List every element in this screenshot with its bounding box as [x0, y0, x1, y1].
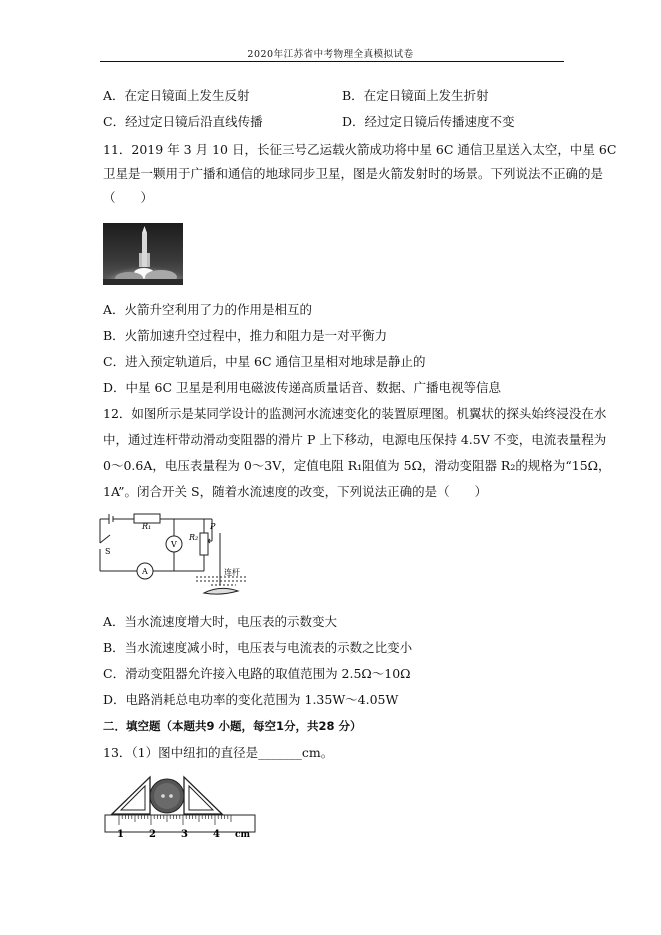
ammeter-label: A: [142, 567, 148, 576]
q12-stem-line-3: 0～0.6A，电压表量程为 0～3V，定值电阻 R₁阻值为 5Ω，滑动变阻器 R₂的规格为“15Ω，: [103, 458, 611, 473]
section-title: 二．填空题（本题共9 小题，每空1分，共28 分）: [103, 719, 362, 733]
q11-stem-line-1: 11．2019 年 3 月 10 日，长征三号乙运载火箭成功将中星 6C 通信卫星送入太空，中星 6C: [103, 142, 617, 157]
q12-stem-line-1: 12．如图所示是某同学设计的监测河水流速变化的装置原理图。机翼状的探头始终浸没在水: [103, 406, 607, 421]
q12-stem-line-4: 1A”。闭合开关 S，随着水流速度的改变，下列说法正确的是（ ）: [103, 484, 488, 499]
q11-option-c: C．进入预定轨道后，中星 6C 通信卫星相对地球是静止的: [103, 354, 426, 369]
q12-stem-line-2: 中，通过连杆带动滑动变阻器的滑片 P 上下移动，电源电压保持 4.5V 不变，电流表量程为: [103, 432, 607, 447]
q13-stem: 13．（1）图中纽扣的直径是_______cm。: [103, 745, 334, 760]
ruler-unit: cm: [235, 830, 251, 840]
ruler-label-4: 4: [213, 829, 220, 840]
q12-option-c: C．滑动变阻器允许接入电路的取值范围为 2.5Ω～10Ω: [103, 666, 411, 681]
q11-option-a: A．火箭升空利用了力的作用是相互的: [103, 302, 313, 317]
ruler-label-3: 3: [181, 829, 188, 840]
r1-label: R₁: [142, 522, 152, 531]
ruler-label-2: 2: [149, 829, 156, 840]
ruler-label-1: 1: [117, 829, 124, 840]
q10-option-d: D．经过定日镜后传播速度不变: [342, 114, 515, 129]
header-rule: [100, 61, 564, 62]
r2-label: R₂: [189, 533, 199, 542]
voltmeter-label: V: [171, 540, 177, 549]
q11-option-b: B．火箭加速升空过程中，推力和阻力是一对平衡力: [103, 328, 388, 343]
slider-p-label: P: [210, 522, 216, 531]
circuit-diagram: [96, 505, 256, 600]
q12-option-b: B．当水流速度减小时，电压表与电流表的示数之比变小: [103, 640, 413, 655]
switch-label: S: [105, 547, 111, 556]
q12-option-a: A．当水流速度增大时，电压表的示数变大: [103, 614, 338, 629]
rocket-launch-photo: [103, 223, 183, 285]
q12-option-d: D．电路消耗总电功率的变化范围为 1.35W～4.05W: [103, 692, 399, 707]
q10-option-c: C．经过定日镜后沿直线传播: [103, 114, 263, 129]
q10-option-b: B．在定日镜面上发生折射: [342, 88, 489, 103]
ruler-button-figure: [100, 765, 265, 850]
q11-stem-line-3: （ ）: [103, 190, 154, 205]
page-header: 2020年江苏省中考物理全真模拟试卷: [247, 49, 414, 60]
q10-option-a: A．在定日镜面上发生反射: [103, 88, 250, 103]
rod-label: 连杆: [224, 568, 240, 577]
q11-option-d: D．中星 6C 卫星是利用电磁波传递高质量话音、数据、广播电视等信息: [103, 380, 501, 395]
q11-stem-line-2: 卫星是一颗用于广播和通信的地球同步卫星，图是火箭发射时的场景。下列说法不正确的是: [103, 166, 604, 181]
